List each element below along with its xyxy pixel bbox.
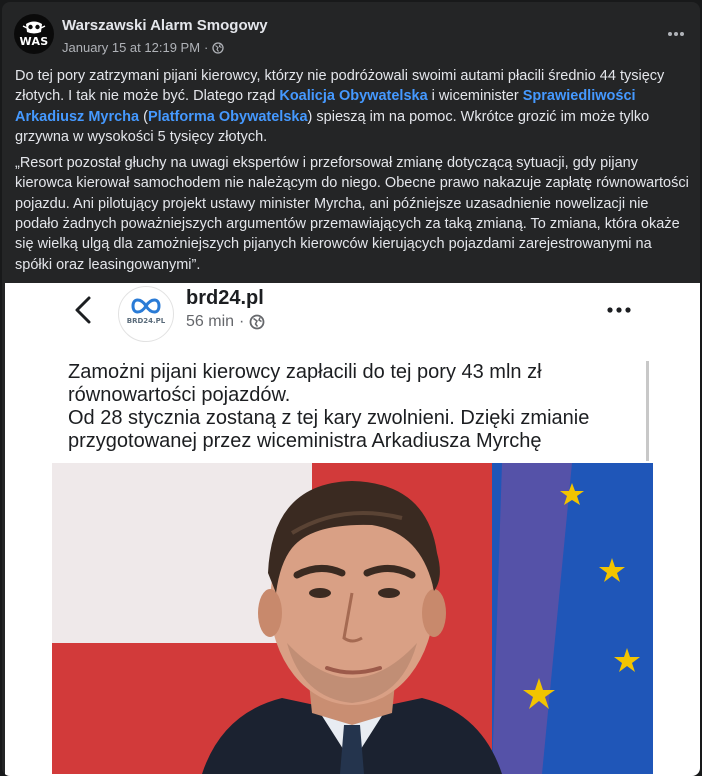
caption-line: Od 28 stycznia zostaną z tej kary zwolnieni. Dzięki zmianie: [68, 407, 590, 429]
post-body: [15, 66, 689, 281]
globe-icon: [212, 42, 224, 54]
post-text-segment: (: [139, 108, 148, 125]
politician-photo: [52, 463, 653, 774]
post-text-segment: Do tej pory zatrzymani pijani kierowcy, którzy nie podróżowali swoimi autami płacili średnio 44 tysięcy złotych. I tak nie może być. Dlatego rząd: [15, 68, 665, 105]
photo-illustration: [52, 463, 653, 774]
avatar-text: WAS: [19, 35, 49, 48]
page-avatar[interactable]: [14, 14, 54, 54]
post-paragraph-1: [15, 66, 689, 147]
link-platforma-obywatelska[interactable]: Platforma Obywatelska: [147, 108, 308, 125]
caption-line: Zamożni pijani kierowcy zapłacili do tej pory 43 mln zł: [68, 361, 542, 383]
page-name[interactable]: Warszawski Alarm Smogowy: [62, 17, 268, 34]
globe-icon: [249, 314, 265, 330]
source-time: 56 min: [186, 313, 235, 330]
brd24-logo-text: BRD24.PL: [126, 317, 166, 325]
post-menu-button[interactable]: [662, 20, 690, 48]
link-sprawiedliwosci-arkadiusz-myrcha[interactable]: Sprawiedliwości Arkadiusz Myrcha: [15, 88, 636, 125]
meta-separator: ·: [239, 313, 245, 330]
caption-line: przygotowanej przez wiceministra Arkadiusza Myrchę: [68, 430, 542, 452]
more-horizontal-icon: [667, 31, 685, 37]
post-paragraph-2: „Resort pozostał głuchy na uwagi ekspertów i przeforsował zmianę dotyczącą sytuacji, gdy pijany kierowca kierował samochodem nie należącym do niego. Obecne prawo nakazuje zapłatę równowartości pojazdu. Ani pilotujący projekt ustawy minister Myrcha, ani późniejsze uzasadnienie nowelizacji nie podało żadnych poważniejszych argumentów przemawiających za taką zmianą. To zmiana, która okaże się wielką ulgą dla zamożniejszych pijanych kierowców kierujących pojazdami zarejestrowanymi na spółki oraz leasingowanymi”.: [15, 155, 689, 273]
post-meta: [62, 40, 224, 55]
caption-line: równowartości pojazdów.: [68, 384, 291, 406]
post-text-segment: i wiceminister: [427, 88, 523, 105]
shared-caption: [68, 361, 668, 453]
caption-scrollbar[interactable]: [646, 361, 649, 461]
source-name: brd24.pl: [186, 287, 264, 309]
link-koalicja-obywatelska[interactable]: Koalicja Obywatelska: [279, 88, 428, 105]
post-text-segment: ) spieszą im na pomoc. Wkrótce grozić im może tylko grzywna w wysokości 5 tysięcy złotych.: [15, 108, 650, 145]
post-timestamp[interactable]: January 15 at 12:19 PM: [62, 40, 201, 55]
more-horizontal-icon: [604, 300, 634, 320]
smog-mask-icon: [14, 14, 54, 54]
meta-separator: ·: [204, 40, 209, 55]
post-header: [2, 2, 700, 64]
chevron-left-icon: [72, 295, 94, 325]
brd24-avatar: [118, 286, 174, 342]
source-meta: [186, 313, 265, 331]
